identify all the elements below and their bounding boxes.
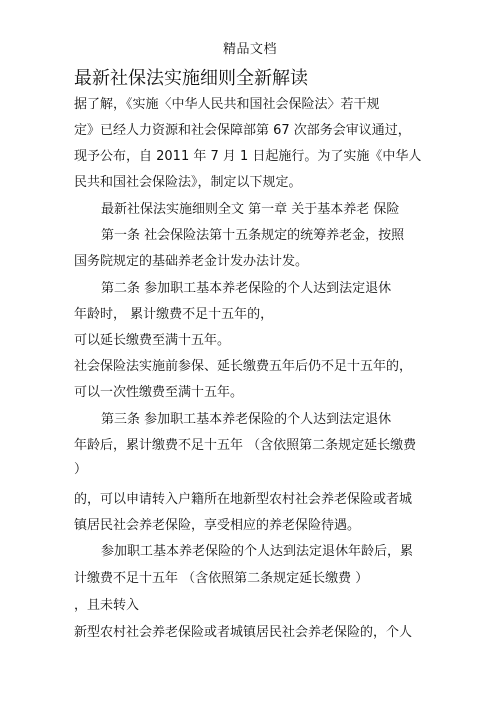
body-line: 可以延长缴费至满十五年。: [74, 333, 231, 348]
body-line: 据了解，《实施〈中华人民共和国社会保险法〉若干规: [74, 97, 380, 112]
body-line: 可以一次性缴费至满十五年。: [74, 385, 244, 400]
body-line: 社会保险法实施前参保、延长缴费五年后仍不足十五年的，: [74, 359, 413, 374]
body-line: ）: [74, 462, 88, 477]
body-line: 新型农村社会养老保险或者城镇居民社会养老保险的，个人: [74, 625, 413, 640]
body-line: ，且未转入: [74, 598, 140, 613]
chapter-heading: 最新社保法实施细则全文 第一章 关于基本养老 保险: [101, 202, 400, 217]
body-line: 定》已经人力资源和社会保障部第 67 次部务会审议通过，: [74, 123, 411, 138]
body-line: 民共和国社会保险法》，制定以下规定。: [74, 175, 302, 190]
body-line: 现予公布，自 2011 年 7 月 1 日起施行。为了实施《中华人: [74, 149, 422, 164]
body-line: 镇居民社会养老保险，享受相应的养老保险待遇。: [74, 518, 361, 533]
body-line: 年龄后，累计缴费不足十五年 （含依照第二条规定延长缴费: [74, 438, 417, 453]
document-title: 最新社保法实施细则全新解读: [74, 68, 308, 89]
body-line: 第一条 社会保险法第十五条规定的统筹养老金，按照: [101, 228, 405, 243]
body-line: 计缴费不足十五年 （含依照第二条规定延长缴费 ）: [74, 571, 369, 586]
body-line: 的，可以申请转入户籍所在地新型农村社会养老保险或者城: [74, 492, 413, 507]
body-line: 参加职工基本养老保险的个人达到法定退休年龄后，累: [101, 544, 414, 559]
body-line: 国务院规定的基础养老金计发办法计发。: [74, 254, 309, 269]
body-line: 第三条 参加职工基本养老保险的个人达到法定退休: [101, 412, 392, 427]
body-line: 年龄时， 累计缴费不足十五年的，: [74, 307, 274, 322]
page-header: 精品文档: [222, 42, 277, 57]
body-line: 第二条 参加职工基本养老保险的个人达到法定退休: [101, 281, 392, 296]
